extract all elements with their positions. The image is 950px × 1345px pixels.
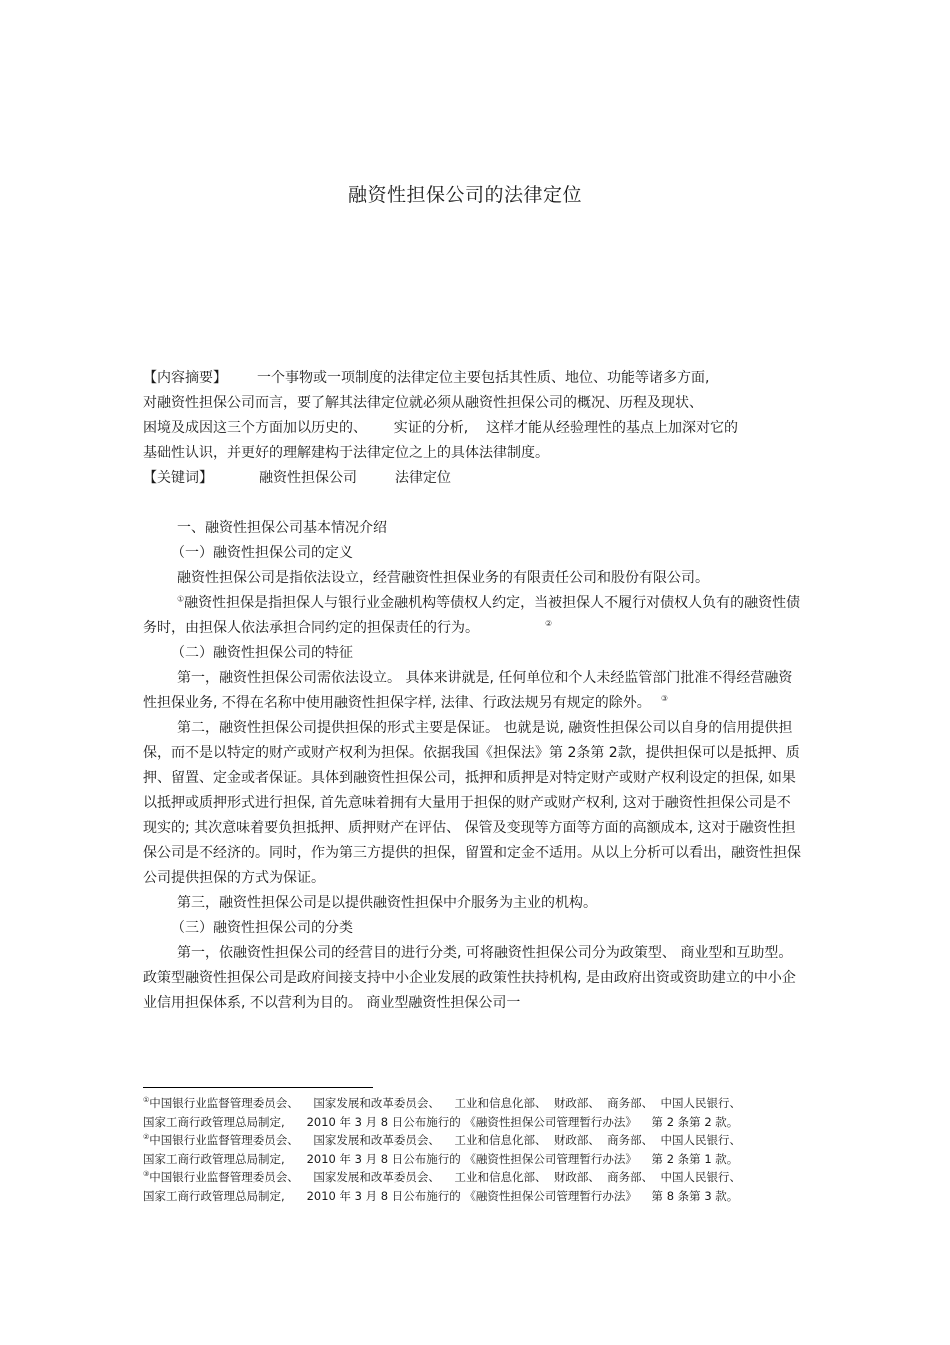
abstract-label: 【内容摘要】 bbox=[143, 370, 227, 386]
paragraph: 融资性担保公司是指依法设立，经营融资性担保业务的有限责任公司和股份有限公司。 bbox=[177, 570, 709, 586]
keyword-item: 融资性担保公司 bbox=[259, 470, 357, 486]
abstract-line: 基础性认识，并更好的理解建构于法律定位之上的具体法律制度。 bbox=[143, 445, 549, 461]
paragraph: 第三，融资性担保公司是以提供融资性担保中介服务为主业的机构。 bbox=[177, 895, 597, 911]
paragraph: 第一，依融资性担保公司的经营目的进行分类, 可将融资性担保公司分为政策型、 商业型和互助型。 政策型融资性担保公司是政府间接支持中小企业发展的政策性扶持机构, 是由政府出资或资助建立的中小企业信用担保体系, 不以营利为目的。 商业型融资性担保公司一 bbox=[143, 945, 796, 1011]
paragraph: 第一，融资性担保公司需依法设立。 具体来讲就是, 任何单位和个人未经监管部门批准不得经营融资性担保业务, 不得在名称中使用融资性担保字样, 法律、行政法规另有规定的除外。 ③ bbox=[143, 670, 793, 711]
abstract-line: 困境及成因这三个方面加以历史的、 实证的分析, 这样才能从经验理性的基点上加深对它的 bbox=[143, 420, 738, 436]
footnote: 国家工商行政管理总局制定, 2010 年 3 月 8 日公布施行的 《融资性担保公司管理暂行办法》 第 2 条第 2 款。 bbox=[143, 1114, 739, 1129]
footnote-ref: ② bbox=[545, 619, 553, 629]
abstract-line: 【内容摘要】 一个事物或一项制度的法律定位主要包括其性质、地位、功能等诸多方面, bbox=[143, 366, 803, 391]
footnote-divider bbox=[143, 1087, 373, 1088]
subsection-heading: （一）融资性担保公司的定义 bbox=[171, 545, 353, 561]
footnote: ②中国银行业监督管理委员会、 国家发展和改革委员会、 工业和信息化部、 财政部、 商务部、 中国人民银行、 bbox=[143, 1133, 741, 1147]
keyword-item: 法律定位 bbox=[395, 470, 451, 486]
paragraph: ①融资性担保是指担保人与银行业金融机构等债权人约定，当被担保人不履行对债权人负有的融资性债务时，由担保人依法承担合同约定的担保责任的行为。 ② bbox=[143, 594, 801, 636]
main-body bbox=[143, 516, 803, 1016]
subsection-heading: （三）融资性担保公司的分类 bbox=[171, 920, 353, 936]
footnote: ①中国银行业监督管理委员会、 国家发展和改革委员会、 工业和信息化部、 财政部、 商务部、 中国人民银行、 bbox=[143, 1096, 741, 1110]
abstract-line: 对融资性担保公司而言，要了解其法律定位就必须从融资性担保公司的概况、历程及现状、 bbox=[143, 395, 703, 411]
document-title: 融资性担保公司的法律定位 bbox=[347, 184, 582, 206]
abstract-block bbox=[143, 366, 803, 491]
keywords-label: 【关键词】 bbox=[143, 470, 213, 486]
footnote-ref: ③ bbox=[660, 694, 668, 704]
keywords-line bbox=[143, 466, 803, 491]
footnote: 国家工商行政管理总局制定, 2010 年 3 月 8 日公布施行的 《融资性担保公司管理暂行办法》 第 2 条第 1 款。 bbox=[143, 1151, 739, 1166]
footnote: ③中国银行业监督管理委员会、 国家发展和改革委员会、 工业和信息化部、 财政部、 商务部、 中国人民银行、 bbox=[143, 1170, 741, 1184]
footnote: 国家工商行政管理总局制定, 2010 年 3 月 8 日公布施行的 《融资性担保公司管理暂行办法》 第 8 条第 3 款。 bbox=[143, 1188, 739, 1203]
footnote-ref: ① bbox=[177, 594, 185, 604]
subsection-heading: （二）融资性担保公司的特征 bbox=[171, 645, 353, 661]
paragraph: 第二，融资性担保公司提供担保的形式主要是保证。 也就是说, 融资性担保公司以自身的信用提供担保，而不是以特定的财产或财产权利为担保。依据我国《担保法》第 2条第 2款，提供担保可以是抵押、质押、留置、定金或者保证。具体到融资性担保公司，抵押和质押是对特定财产或财产权利设定的担保, 如果以抵押或质押形式进行担保, 首先意味着拥有大量用于担保的财产或财产权利, 这对于融资性担保公司是不现实的; 其次意味着要负担抵押、质押财产在评估、 保管及变现等方面等方面的高额成本, 这对于融资性担保公司是不经济的。同时，作为第三方提供的担保，留置和定金不适用。从以上分析可以看出，融资性担保公司提供担保的方式为保证。 bbox=[143, 720, 801, 886]
footnotes bbox=[143, 1094, 813, 1205]
section-heading: 一、融资性担保公司基本情况介绍 bbox=[177, 520, 387, 536]
